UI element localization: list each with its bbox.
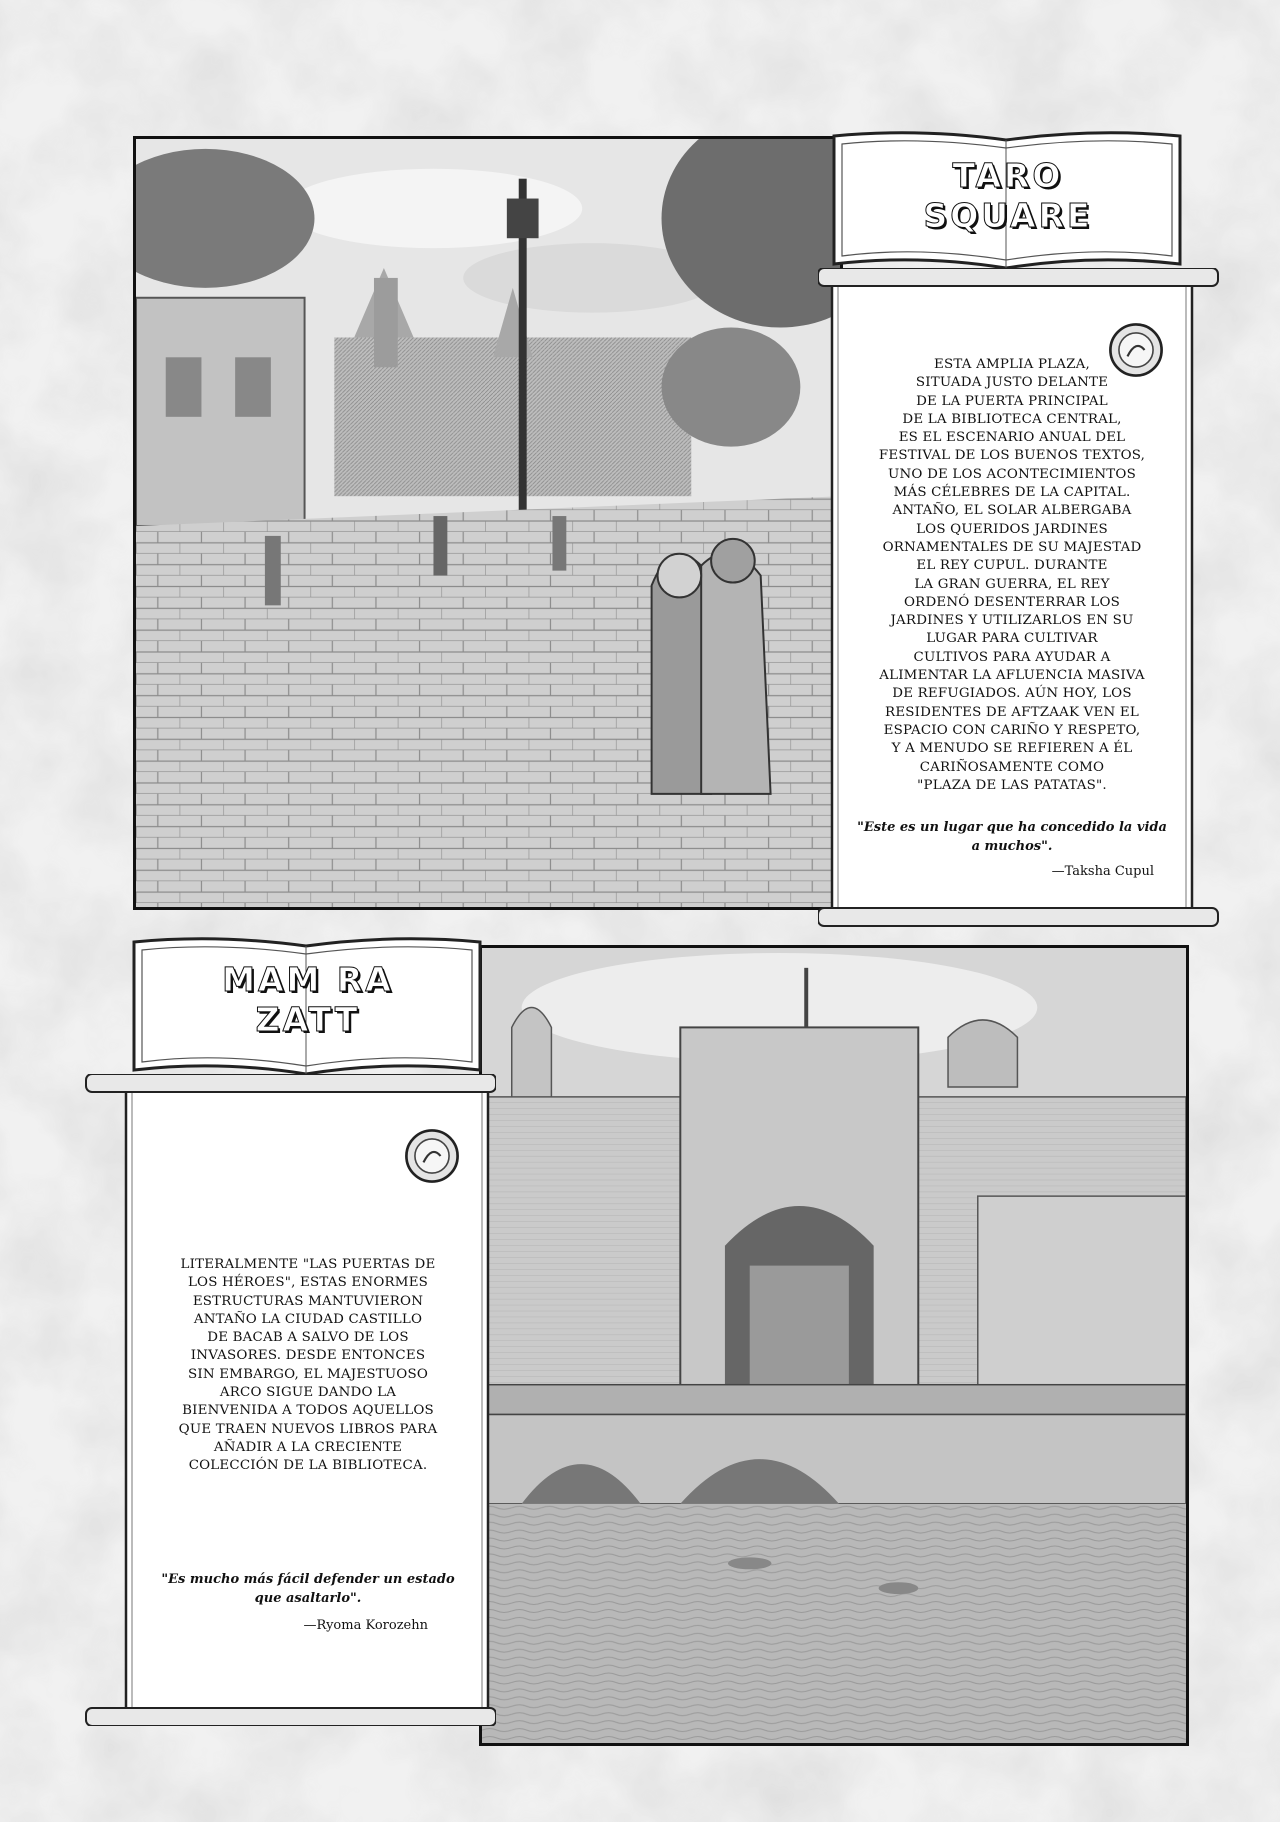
description-line: LITERALMENTE "LAS PUERTAS DE xyxy=(180,1257,436,1272)
description-line: MÁS CÉLEBRES DE LA CAPITAL. xyxy=(893,485,1131,501)
taro-square-title-line1: TARO xyxy=(952,156,1064,195)
description-line: ES EL ESCENARIO ANUAL DEL xyxy=(898,430,1126,446)
mam-ra-zatt-title-book xyxy=(128,932,488,1084)
quote-line: "Es mucho más fácil defender un estado xyxy=(161,1572,455,1587)
description-line: CARIÑOSAMENTE COMO xyxy=(919,759,1105,775)
taro-square-quote-author: —Taksha Cupul xyxy=(1051,864,1154,879)
description-line: ARCO SIGUE DANDO LA xyxy=(219,1385,397,1401)
taro-square-quote xyxy=(842,818,1182,856)
description-line: SITUADA JUSTO DELANTE xyxy=(915,375,1109,391)
description-line: RESIDENTES DE AFTZAAK VEN EL xyxy=(885,704,1139,720)
description-line: ORDENÓ DESENTERRAR LOS xyxy=(903,594,1121,610)
mam-ra-zatt-quote xyxy=(138,1570,478,1608)
description-line: JARDINES Y UTILIZARLOS EN SU xyxy=(890,613,1134,629)
description-line: ANTAÑO, EL SOLAR ALBERGABA xyxy=(892,503,1132,519)
mam-ra-zatt-title-line1: MAM RA xyxy=(222,960,394,999)
wax-seal-icon xyxy=(400,1124,464,1188)
description-line: ESTRUCTURAS MANTUVIERON xyxy=(192,1293,424,1309)
description-line: CULTIVOS PARA AYUDAR A xyxy=(913,649,1111,665)
quote-line: "Este es un lugar que ha concedido la vida xyxy=(857,820,1167,835)
description-line: DE REFUGIADOS. AÚN HOY, LOS xyxy=(892,686,1132,702)
mam-ra-zatt-quote-author: —Ryoma Korozehn xyxy=(303,1618,428,1633)
mam-ra-zatt-description xyxy=(138,1256,478,1476)
description-line: LA GRAN GUERRA, EL REY xyxy=(914,576,1110,592)
gate-illustration xyxy=(482,948,1186,1743)
description-line: SIN EMBARGO, EL MAJESTUOSO xyxy=(187,1366,429,1382)
description-line: LOS QUERIDOS JARDINES xyxy=(916,521,1108,537)
mam-ra-zatt-scroll xyxy=(66,1074,496,1726)
description-line: ALIMENTAR LA AFLUENCIA MASIVA xyxy=(879,668,1145,684)
mam-ra-zatt-title xyxy=(128,960,488,1040)
description-line: COLECCIÓN DE LA BIBLIOTECA. xyxy=(188,1458,428,1474)
quote-line: a muchos". xyxy=(971,839,1053,854)
taro-square-title-line2: SQUARE xyxy=(923,196,1093,235)
description-line: EL REY CUPUL. DURANTE xyxy=(916,558,1108,574)
plaza-illustration xyxy=(136,139,840,907)
description-line: LOS HÉROES", ESTAS ENORMES xyxy=(187,1275,429,1291)
description-line: AÑADIR A LA CRECIENTE xyxy=(213,1439,403,1455)
description-line: UNO DE LOS ACONTECIMIENTOS xyxy=(888,466,1136,482)
description-line: ESTA AMPLIA PLAZA, xyxy=(934,357,1090,372)
plaza-illustration-panel xyxy=(133,136,843,910)
description-line: FESTIVAL DE LOS BUENOS TEXTOS, xyxy=(878,448,1146,464)
taro-square-title xyxy=(828,156,1188,236)
description-line: LUGAR PARA CULTIVAR xyxy=(926,631,1098,647)
description-line: DE LA PUERTA PRINCIPAL xyxy=(916,393,1108,409)
description-line: ANTAÑO LA CIUDAD CASTILLO xyxy=(193,1311,423,1327)
description-line: BIENVENIDA A TODOS AQUELLOS xyxy=(182,1403,434,1419)
description-line: ORNAMENTALES DE SU MAJESTAD xyxy=(882,539,1142,555)
description-line: ESPACIO CON CARIÑO Y RESPETO, xyxy=(883,722,1141,738)
taro-square-title-book xyxy=(828,126,1188,278)
taro-square-description xyxy=(842,356,1182,795)
description-line: Y A MENUDO SE REFIEREN A ÉL xyxy=(891,741,1133,757)
description-line: DE LA BIBLIOTECA CENTRAL, xyxy=(902,411,1122,427)
quote-line: que asaltarlo". xyxy=(254,1591,362,1606)
gate-illustration-panel xyxy=(479,945,1189,1746)
description-line: QUE TRAEN NUEVOS LIBROS PARA xyxy=(178,1421,438,1437)
description-line: "PLAZA DE LAS PATATAS". xyxy=(917,777,1107,793)
description-line: DE BACAB A SALVO DE LOS xyxy=(207,1330,409,1346)
taro-square-scroll xyxy=(818,268,1228,928)
description-line: INVASORES. DESDE ENTONCES xyxy=(190,1348,426,1364)
mam-ra-zatt-title-line2: ZATT xyxy=(255,1000,361,1039)
